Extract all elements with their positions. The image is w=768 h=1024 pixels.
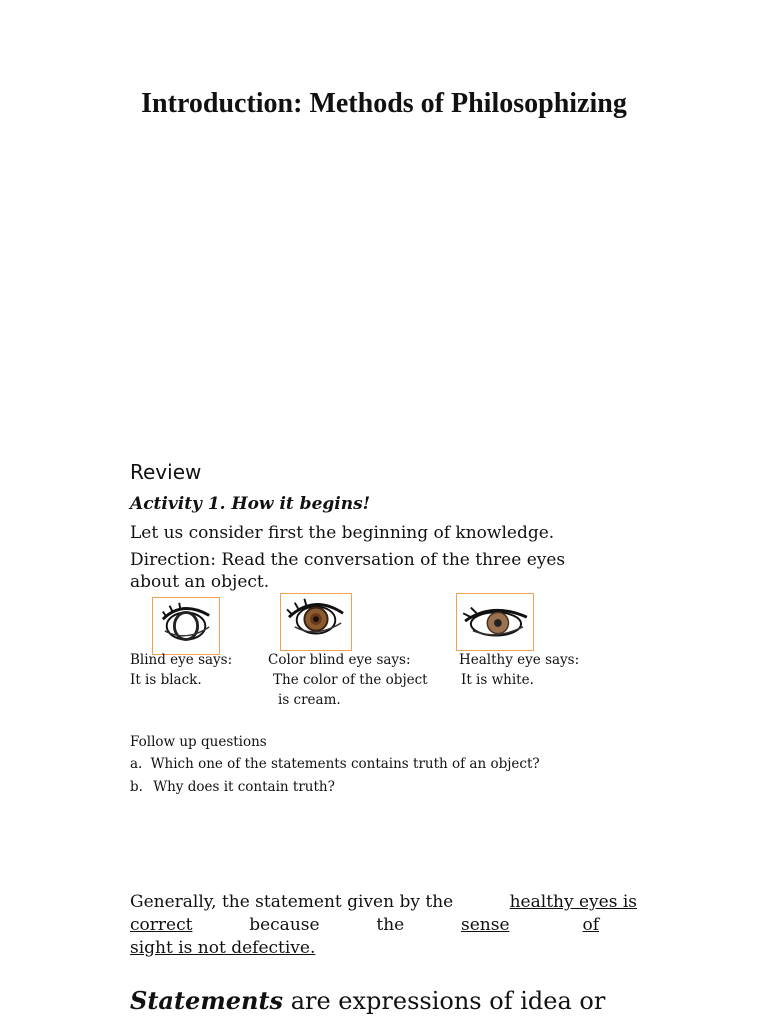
question-a-marker: a. xyxy=(130,756,143,772)
followup-question-a xyxy=(130,754,540,774)
healthy-eye-statement: It is white. xyxy=(461,672,534,688)
page-title: Introduction: Methods of Philosophizing xyxy=(141,88,627,119)
blind-eye-icon xyxy=(152,597,220,655)
conclusion-line-2 xyxy=(130,914,637,937)
statements-definition xyxy=(130,985,605,1017)
conclusion-word-sense: sense xyxy=(461,915,510,935)
conclusion-plain-text: Generally, the statement given by the xyxy=(130,892,454,912)
direction-line-2: about an object. xyxy=(130,572,270,592)
conclusion-word-correct: correct xyxy=(130,915,193,935)
statements-term: Statements xyxy=(130,986,284,1015)
question-b-text: Why does it contain truth? xyxy=(153,779,335,795)
activity-title: Activity 1. How it begins! xyxy=(130,494,371,514)
color-blind-eye-statement-1: The color of the object xyxy=(273,672,428,688)
blind-eye-says: Blind eye says: xyxy=(130,652,233,668)
followup-heading: Follow up questions xyxy=(130,734,267,750)
blind-eye-statement: It is black. xyxy=(130,672,202,688)
conclusion-underline-3: sight is not defective. xyxy=(130,938,316,958)
followup-question-b xyxy=(130,777,335,797)
question-b-marker: b. xyxy=(130,779,143,795)
review-heading: Review xyxy=(130,460,202,484)
conclusion-paragraph xyxy=(130,891,637,960)
healthy-eye-says: Healthy eye says: xyxy=(459,652,580,668)
conclusion-line-1 xyxy=(130,891,637,914)
conclusion-word-of: of xyxy=(582,915,599,935)
conclusion-line-3 xyxy=(130,937,637,960)
color-blind-eye-statement-2: is cream. xyxy=(278,692,341,708)
color-blind-eye-icon xyxy=(280,593,352,651)
conclusion-word-the: the xyxy=(376,915,405,935)
color-blind-eye-says: Color blind eye says: xyxy=(268,652,411,668)
intro-line: Let us consider first the beginning of knowledge. xyxy=(130,523,555,543)
question-a-text: Which one of the statements contains truth of an object? xyxy=(150,756,540,772)
statements-rest: are expressions of idea or xyxy=(290,987,606,1015)
healthy-eye-icon xyxy=(456,593,534,651)
conclusion-underline-1: healthy eyes is xyxy=(509,892,637,912)
conclusion-underline-2 xyxy=(461,914,637,937)
conclusion-word-because: because xyxy=(249,915,320,935)
direction-line-1: Direction: Read the conversation of the three eyes xyxy=(130,550,566,570)
